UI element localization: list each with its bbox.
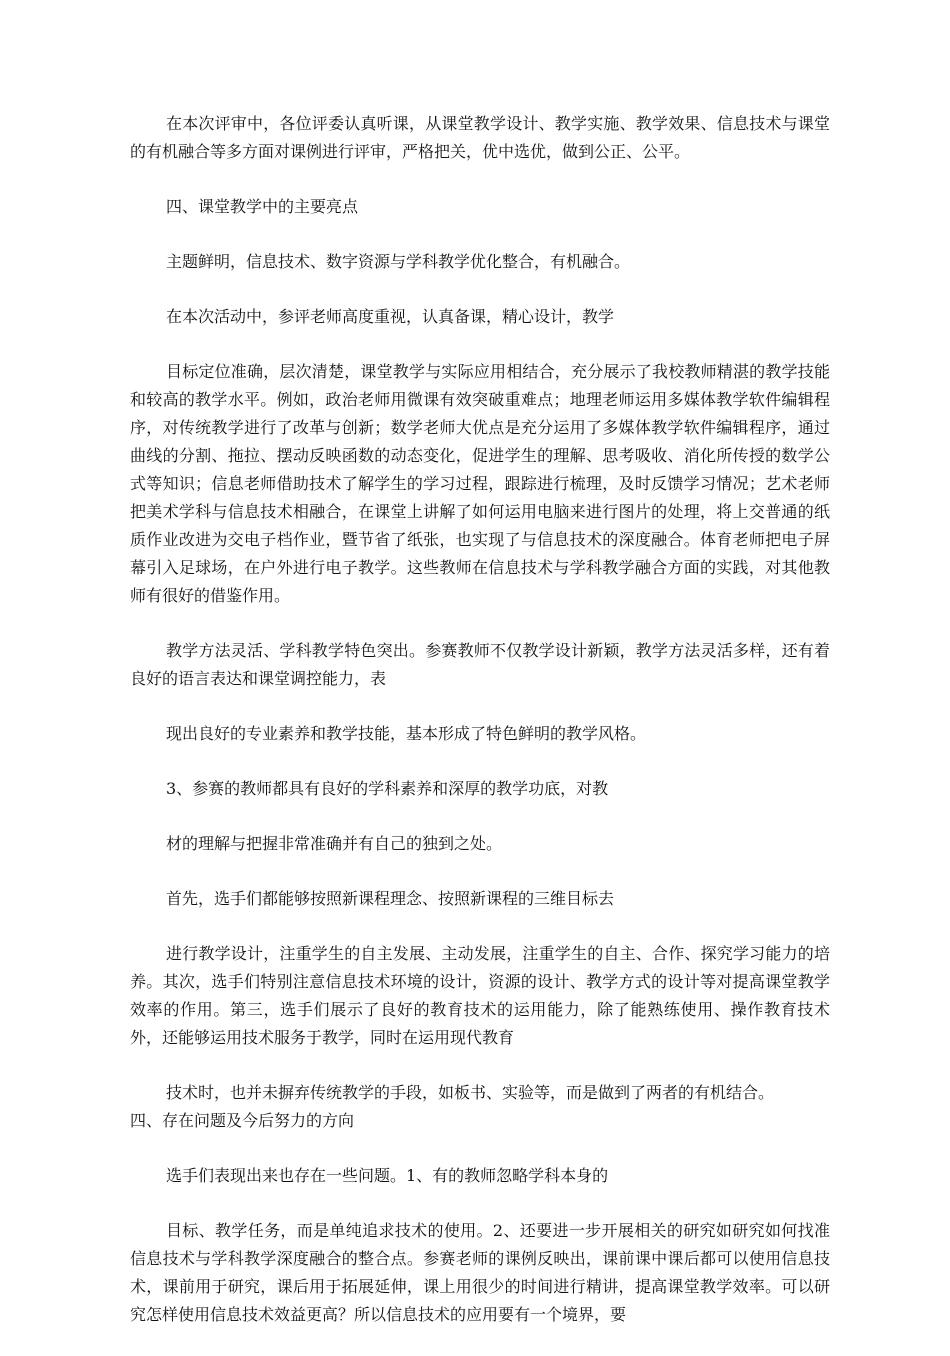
- paragraph-improvement: 目标、教学任务，而是单纯追求技术的使用。2、还要进一步开展相关的研究如研究如何找准信息技术与学科教学深度融合的整合点。参赛老师的课例反映出，课前课中课后都可以使用信息技术，课前用于研究，课后用于拓展延伸，课上用很少的时间进行精讲，提高课堂教学效率。可以研究怎样使用信息技术效益更高？所以信息技术的应用要有一个境界，要: [130, 1221, 830, 1324]
- paragraph-textbook-understanding: 材的理解与把握非常准确并有自己的独到之处。: [166, 834, 503, 853]
- paragraph-activity: 在本次活动中，参评老师高度重视，认真备课，精心设计，教学: [166, 307, 615, 326]
- document-page: [130, 110, 830, 1356]
- paragraph-subject-literacy: 3、参赛的教师都具有良好的学科素养和深厚的教学功底，对教: [166, 779, 609, 798]
- paragraph-teaching-style: 现出良好的专业素养和教学技能，基本形成了特色鲜明的教学风格。: [166, 724, 647, 743]
- paragraph-review-process: 在本次评审中，各位评委认真听课，从课堂教学设计、教学实施、教学效果、信息技术与课堂的有机融合等多方面对课例进行评审，严格把关，优中选优，做到公正、公平。: [130, 114, 830, 161]
- paragraph-theme: 主题鲜明，信息技术、数字资源与学科教学优化整合，有机融合。: [166, 252, 631, 271]
- section-heading-problems: 四、存在问题及今后努力的方向: [130, 1111, 355, 1130]
- paragraph-teaching-design: 进行教学设计，注重学生的自主发展、主动发展，注重学生的自主、合作、探究学习能力的培养。其次，选手们特别注意信息技术环境的设计，资源的设计、教学方式的设计等对提高课堂教学效率的作用。第三，选手们展示了良好的教育技术的运用能力，除了能熟练使用、操作教育技术外，还能够运用技术服务于教学，同时在运用现代教育: [130, 944, 830, 1047]
- paragraph-teaching-goals: 目标定位准确，层次清楚，课堂教学与实际应用相结合，充分展示了我校教师精湛的教学技能和较高的教学水平。例如，政治老师用微课有效突破重难点；地理老师运用多媒体教学软件编辑程序，对传统教学进行了改革与创新；数学老师大优点是充分运用了多媒体教学软件编辑程序，通过曲线的分割、拖拉、摆动反映函数的动态变化，促进学生的理解、思考吸收、消化所传授的数学公式等知识；信息老师借助技术了解学生的学习过程，跟踪进行梳理，及时反馈学习情况；艺术老师把美术学科与信息技术相融合，在课堂上讲解了如何运用电脑来进行图片的处理，将上交普通的纸质作业改进为交电子档作业，暨节省了纸张，也实现了与信息技术的深度融合。体育老师把电子屏幕引入足球场，在户外进行电子教学。这些教师在信息技术与学科教学融合方面的实践，对其他教师有很好的借鉴作用。: [130, 362, 830, 605]
- paragraph-traditional-methods: 技术时，也并未摒弃传统教学的手段，如板书、实验等，而是做到了两者的有机结合。: [166, 1083, 775, 1102]
- paragraph-teaching-methods: 教学方法灵活、学科教学特色突出。参赛教师不仅教学设计新颖，教学方法灵活多样，还有着良好的语言表达和课堂调控能力，表: [130, 641, 830, 688]
- paragraph-problems: 选手们表现出来也存在一些问题。1、有的教师忽略学科本身的: [166, 1166, 609, 1185]
- paragraph-first-point: 首先，选手们都能够按照新课程理念、按照新课程的三维目标去: [166, 889, 615, 908]
- section-heading-highlights: 四、课堂教学中的主要亮点: [166, 197, 359, 216]
